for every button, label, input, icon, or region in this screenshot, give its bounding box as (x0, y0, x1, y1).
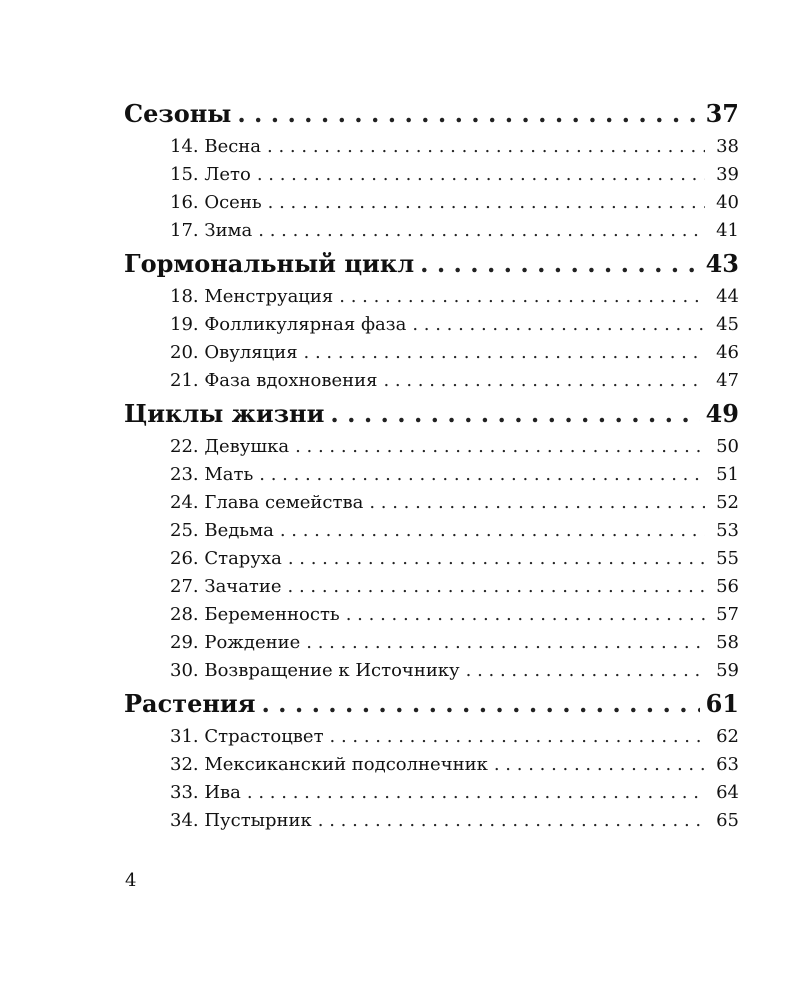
dot-leader (383, 367, 705, 395)
section-page: 43 (705, 249, 739, 278)
toc-entry (124, 217, 739, 245)
dot-leader (288, 573, 705, 601)
toc-section-life-cycles (124, 395, 739, 685)
entry-page: 64 (716, 782, 739, 803)
entry-title: 34. Пустырник (170, 810, 312, 831)
section-title: Сезоны (124, 99, 232, 128)
toc-entry (124, 133, 739, 161)
toc-section-heading (124, 395, 739, 433)
toc-entry (124, 189, 739, 217)
page-number: 4 (125, 870, 137, 891)
entry-page: 39 (716, 164, 739, 185)
dot-leader (346, 601, 705, 629)
entry-page: 38 (716, 136, 739, 157)
toc-entry (124, 283, 739, 311)
toc-entry (124, 751, 739, 779)
dot-leader (412, 311, 705, 339)
entry-page: 45 (716, 314, 739, 335)
toc-entry (124, 629, 739, 657)
entry-title: 33. Ива (170, 782, 241, 803)
entry-page: 63 (716, 754, 739, 775)
entry-title: 28. Беременность (170, 604, 340, 625)
entry-title: 15. Лето (170, 164, 251, 185)
toc-entry (124, 339, 739, 367)
entry-title: 25. Ведьма (170, 520, 274, 541)
section-title: Растения (124, 689, 256, 718)
entry-page: 53 (716, 520, 739, 541)
entry-title: 20. Овуляция (170, 342, 298, 363)
dot-leader (288, 545, 705, 573)
entry-title: 17. Зима (170, 220, 253, 241)
section-title: Гормональный цикл (124, 249, 415, 278)
toc-entry (124, 161, 739, 189)
dot-leader (339, 283, 705, 311)
section-page: 49 (705, 399, 739, 428)
dot-leader (306, 629, 705, 657)
dot-leader (304, 339, 705, 367)
toc-section-heading (124, 685, 739, 723)
dot-leader (330, 723, 705, 751)
entry-page: 46 (716, 342, 739, 363)
dot-leader (268, 189, 705, 217)
dot-leader (237, 95, 699, 133)
section-page: 61 (705, 689, 739, 718)
entry-page: 58 (716, 632, 739, 653)
toc-entry (124, 573, 739, 601)
toc-section-hormonal-cycle (124, 245, 739, 395)
entry-page: 57 (716, 604, 739, 625)
entry-page: 47 (716, 370, 739, 391)
toc-entry (124, 517, 739, 545)
entry-page: 52 (716, 492, 739, 513)
dot-leader (420, 245, 699, 283)
dot-leader (330, 395, 699, 433)
entry-page: 41 (716, 220, 739, 241)
dot-leader (369, 489, 705, 517)
toc-entry (124, 489, 739, 517)
dot-leader (295, 433, 705, 461)
toc-section-seasons (124, 95, 739, 245)
entry-title: 27. Зачатие (170, 576, 282, 597)
dot-leader (257, 161, 705, 189)
entry-title: 26. Старуха (170, 548, 282, 569)
entry-page: 56 (716, 576, 739, 597)
toc-entry (124, 601, 739, 629)
toc-entry (124, 723, 739, 751)
toc-entry (124, 545, 739, 573)
entry-title: 32. Мексиканский подсолнечник (170, 754, 488, 775)
entry-page: 65 (716, 810, 739, 831)
entry-page: 44 (716, 286, 739, 307)
entry-page: 62 (716, 726, 739, 747)
dot-leader (280, 517, 705, 545)
toc-entry (124, 433, 739, 461)
entry-page: 40 (716, 192, 739, 213)
entry-page: 59 (716, 660, 739, 681)
entry-title: 23. Мать (170, 464, 254, 485)
entry-page: 51 (716, 464, 739, 485)
entry-title: 30. Возвращение к Источнику (170, 660, 460, 681)
entry-page: 55 (716, 548, 739, 569)
toc-entry (124, 367, 739, 395)
section-page: 37 (705, 99, 739, 128)
toc-entry (124, 311, 739, 339)
toc-section-plants (124, 685, 739, 835)
dot-leader (267, 133, 705, 161)
entry-page: 50 (716, 436, 739, 457)
toc-entry (124, 807, 739, 835)
table-of-contents (124, 95, 739, 835)
dot-leader (261, 685, 699, 723)
toc-entry (124, 461, 739, 489)
entry-title: 31. Страстоцвет (170, 726, 324, 747)
entry-title: 21. Фаза вдохновения (170, 370, 378, 391)
entry-title: 22. Девушка (170, 436, 290, 457)
dot-leader (466, 657, 705, 685)
entry-title: 18. Менструация (170, 286, 334, 307)
dot-leader (259, 461, 705, 489)
dot-leader (258, 217, 705, 245)
entry-title: 14. Весна (170, 136, 262, 157)
entry-title: 19. Фолликулярная фаза (170, 314, 407, 335)
entry-title: 16. Осень (170, 192, 262, 213)
entry-title: 24. Глава семейства (170, 492, 364, 513)
entry-title: 29. Рождение (170, 632, 301, 653)
toc-entry (124, 657, 739, 685)
dot-leader (494, 751, 705, 779)
dot-leader (318, 807, 705, 835)
toc-section-heading (124, 95, 739, 133)
toc-entry (124, 779, 739, 807)
section-title: Циклы жизни (124, 399, 325, 428)
dot-leader (247, 779, 705, 807)
toc-section-heading (124, 245, 739, 283)
